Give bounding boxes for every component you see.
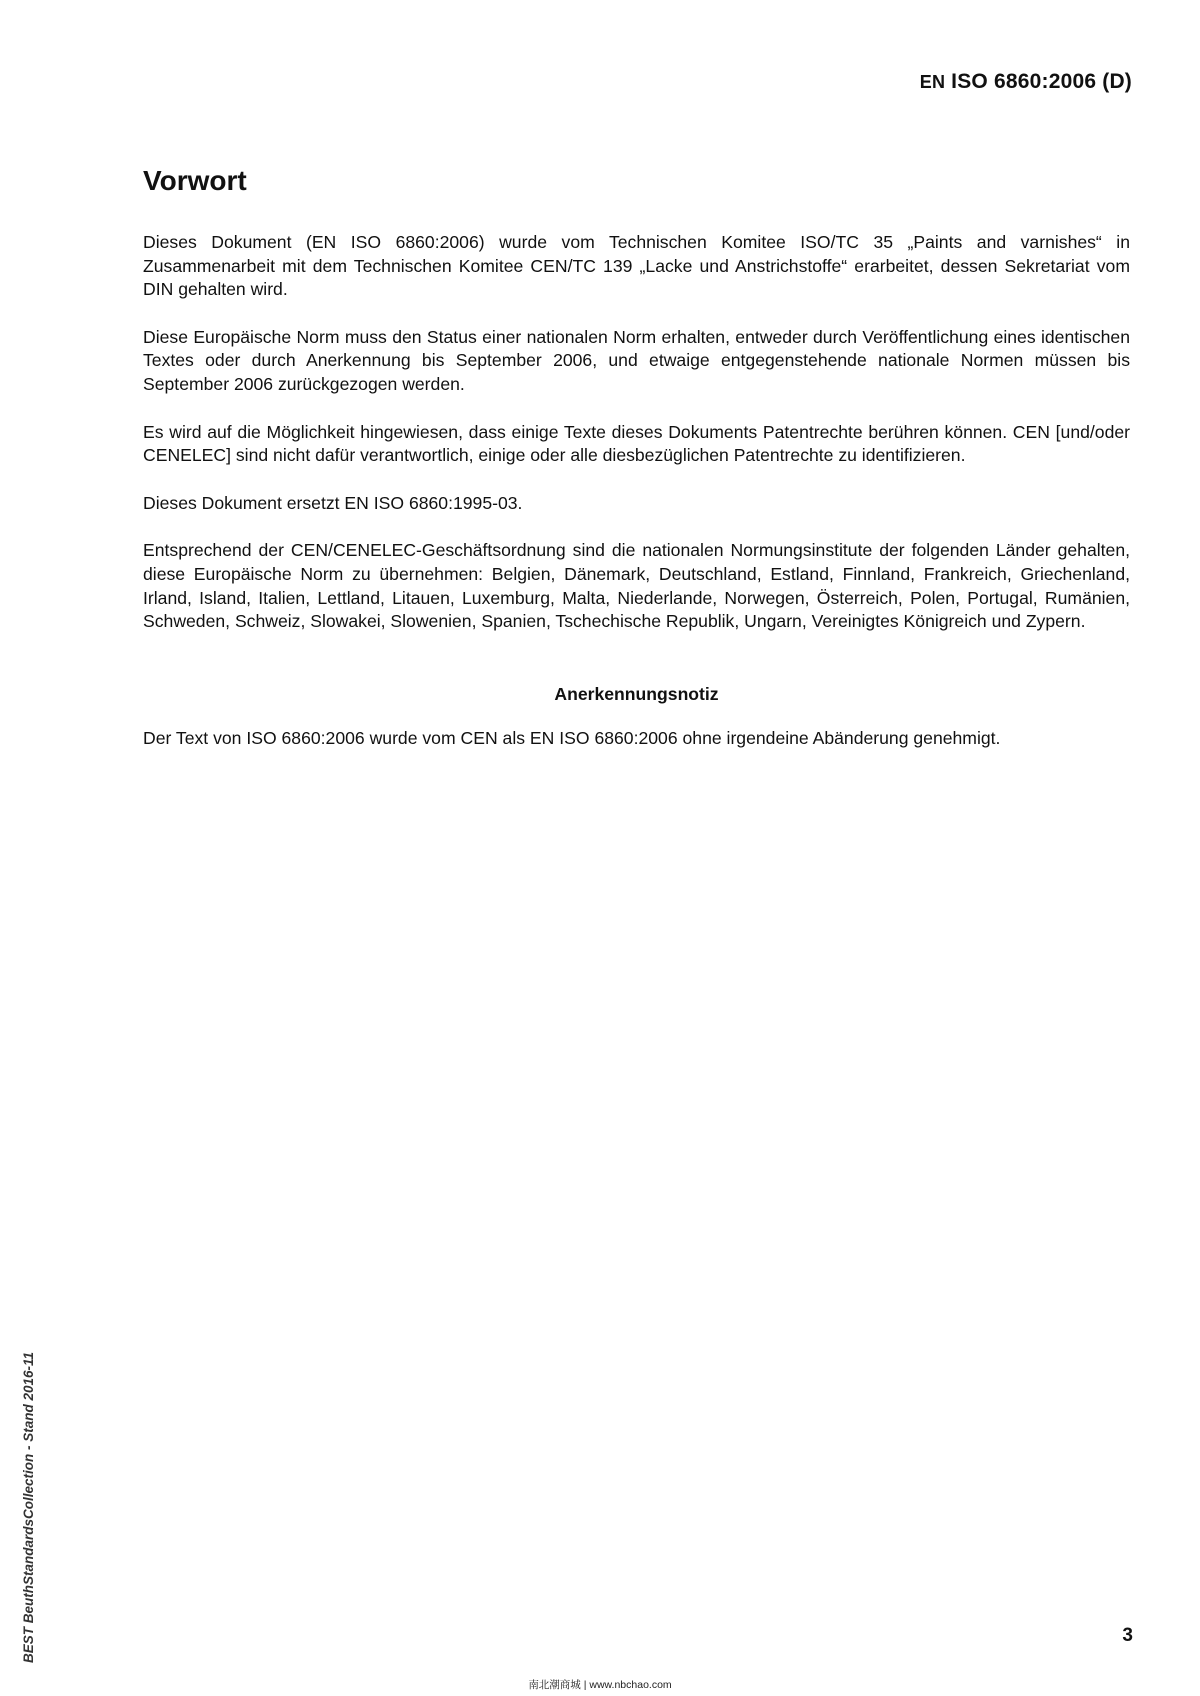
paragraph-supersedes: Dieses Dokument ersetzt EN ISO 6860:1995-03. xyxy=(143,492,523,513)
paragraph-committee: Dieses Dokument (EN ISO 6860:2006) wurde vom Technischen Komitee ISO/TC 35 „Paints and varnishes“ in Zusammenarbeit mit dem Technischen Komitee CEN/TC 139 „Lacke und Anstrichstoffe“ erarbeitet, dessen Sekretariat vom DIN gehalten wird. xyxy=(143,232,1130,300)
collection-watermark: BEST BeuthStandardsCollection - Stand 2016-11 xyxy=(21,1351,36,1663)
header-prefix: EN xyxy=(919,72,946,92)
paragraph-patents: Es wird auf die Möglichkeit hingewiesen, dass einige Texte dieses Dokuments Patentrechte berühren können. CEN [und/oder CENELEC] sind nicht dafür verantwortlich, einige oder alle diesbezüglichen Patentrechte zu identifizieren. xyxy=(143,421,1130,466)
endorsement-text: Der Text von ISO 6860:2006 wurde vom CEN als EN ISO 6860:2006 ohne irgendeine Abänderung genehmigt. xyxy=(143,727,1001,748)
page-title: Vorwort xyxy=(143,165,247,196)
paragraph-status: Diese Europäische Norm muss den Status einer nationalen Norm erhalten, entweder durch Veröffentlichung eines identischen Textes oder durch Anerkennung bis September 2006, und etwaige entgegenstehende nationale Normen müssen bis September 2006 zurückgezogen werden. xyxy=(143,326,1130,394)
header-code: ISO 6860:2006 (D) xyxy=(945,70,1132,93)
endorsement-heading: Anerkennungsnotiz xyxy=(554,683,719,704)
footer-credit: 南北潮商城 | www.nbchao.com xyxy=(528,1679,672,1691)
paragraph-countries: Entsprechend der CEN/CENELEC-Geschäftsordnung sind die nationalen Normungsinstitute der folgenden Länder gehalten, diese Europäische Norm zu übernehmen: Belgien, Dänemark, Deutschland, Estland, Finnland, Frankreich, Griechenland, Irland, Island, Italien, Lettland, Litauen, Luxemburg, Malta, Niederlande, Norwegen, Österreich, Polen, Portugal, Rumänien, Schweden, Schweiz, Slowakei, Slowenien, Spanien, Tschechische Republik, Ungarn, Vereinigtes Königreich und Zypern. xyxy=(143,540,1130,632)
page-number: 3 xyxy=(1122,1625,1133,1646)
document-header xyxy=(920,70,1132,94)
document-body xyxy=(143,163,1130,750)
